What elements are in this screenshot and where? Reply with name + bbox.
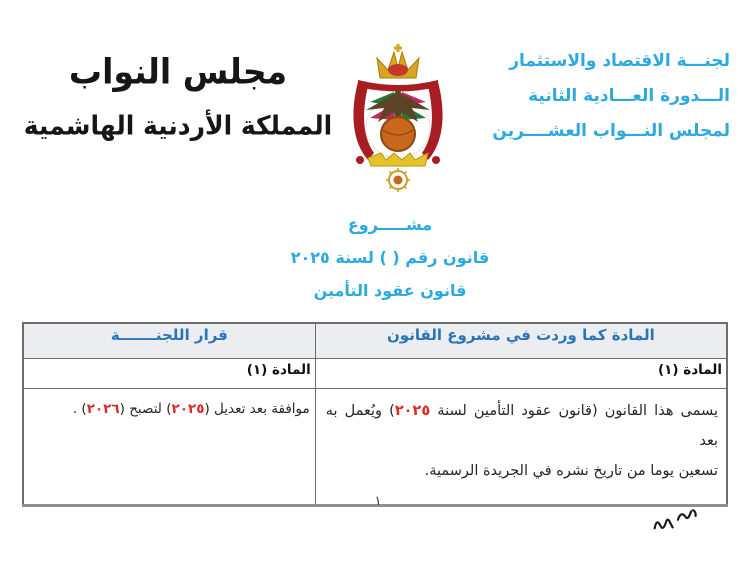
kingdom-name: المملكة الأردنية الهاشمية bbox=[23, 110, 333, 141]
law-name-title: قانون عقود التأمين bbox=[313, 281, 467, 300]
article-text-cell bbox=[315, 389, 727, 506]
article-content-row bbox=[23, 389, 727, 506]
law-number-title: قانون رقم ( ) لسنة ٢٠٢٥ bbox=[290, 248, 490, 267]
parliament-name: مجلس النواب bbox=[68, 51, 288, 92]
page-number: ١ bbox=[374, 494, 382, 509]
table-header-row bbox=[23, 323, 727, 359]
decision-text-part1: موافقة بعد تعديل ( bbox=[204, 401, 310, 417]
article-label-row bbox=[23, 359, 727, 389]
article-text-line2: تسعين يوما من تاريخ نشره في الجريدة الرسمية. bbox=[424, 463, 718, 479]
header-article-column: المادة كما وردت في مشروع القانون bbox=[315, 323, 727, 359]
decision-text-part2: ) لتصبح ( bbox=[119, 401, 172, 417]
decision-label-cell: المادة (١) bbox=[23, 359, 315, 389]
article-year-red: ٢٠٢٥ bbox=[394, 403, 431, 419]
article-label-cell: المادة (١) bbox=[315, 359, 727, 389]
header-decision-column: قرار اللجنـــــــة bbox=[23, 323, 315, 359]
session-name: الـــدورة العـــادية الثانية bbox=[528, 86, 730, 106]
draft-title: مشـــــروع bbox=[347, 215, 433, 234]
jordan-coat-of-arms-icon bbox=[336, 40, 460, 198]
comparison-table bbox=[22, 322, 728, 507]
article-text-part1: يسمى هذا القانون (قانون عقود التأمين لسنة bbox=[430, 403, 718, 419]
decision-new-year-red: ٢٠٢٦ bbox=[86, 401, 120, 417]
decision-text-cell bbox=[23, 389, 315, 506]
committee-name: لجنـــة الاقتصاد والاستثمار bbox=[509, 51, 730, 71]
decision-old-year-red: ٢٠٢٥ bbox=[171, 401, 205, 417]
parliament-term: لمجلس النـــواب العشــــرين bbox=[492, 121, 730, 141]
handwritten-signature-mark bbox=[646, 501, 705, 541]
committee-block bbox=[480, 44, 730, 149]
article-text-part2: ) ويُعمل به بعد bbox=[325, 403, 718, 449]
masthead-calligraphy bbox=[22, 52, 334, 140]
decision-text-part3: ) . bbox=[72, 401, 87, 417]
title-block bbox=[0, 208, 750, 307]
